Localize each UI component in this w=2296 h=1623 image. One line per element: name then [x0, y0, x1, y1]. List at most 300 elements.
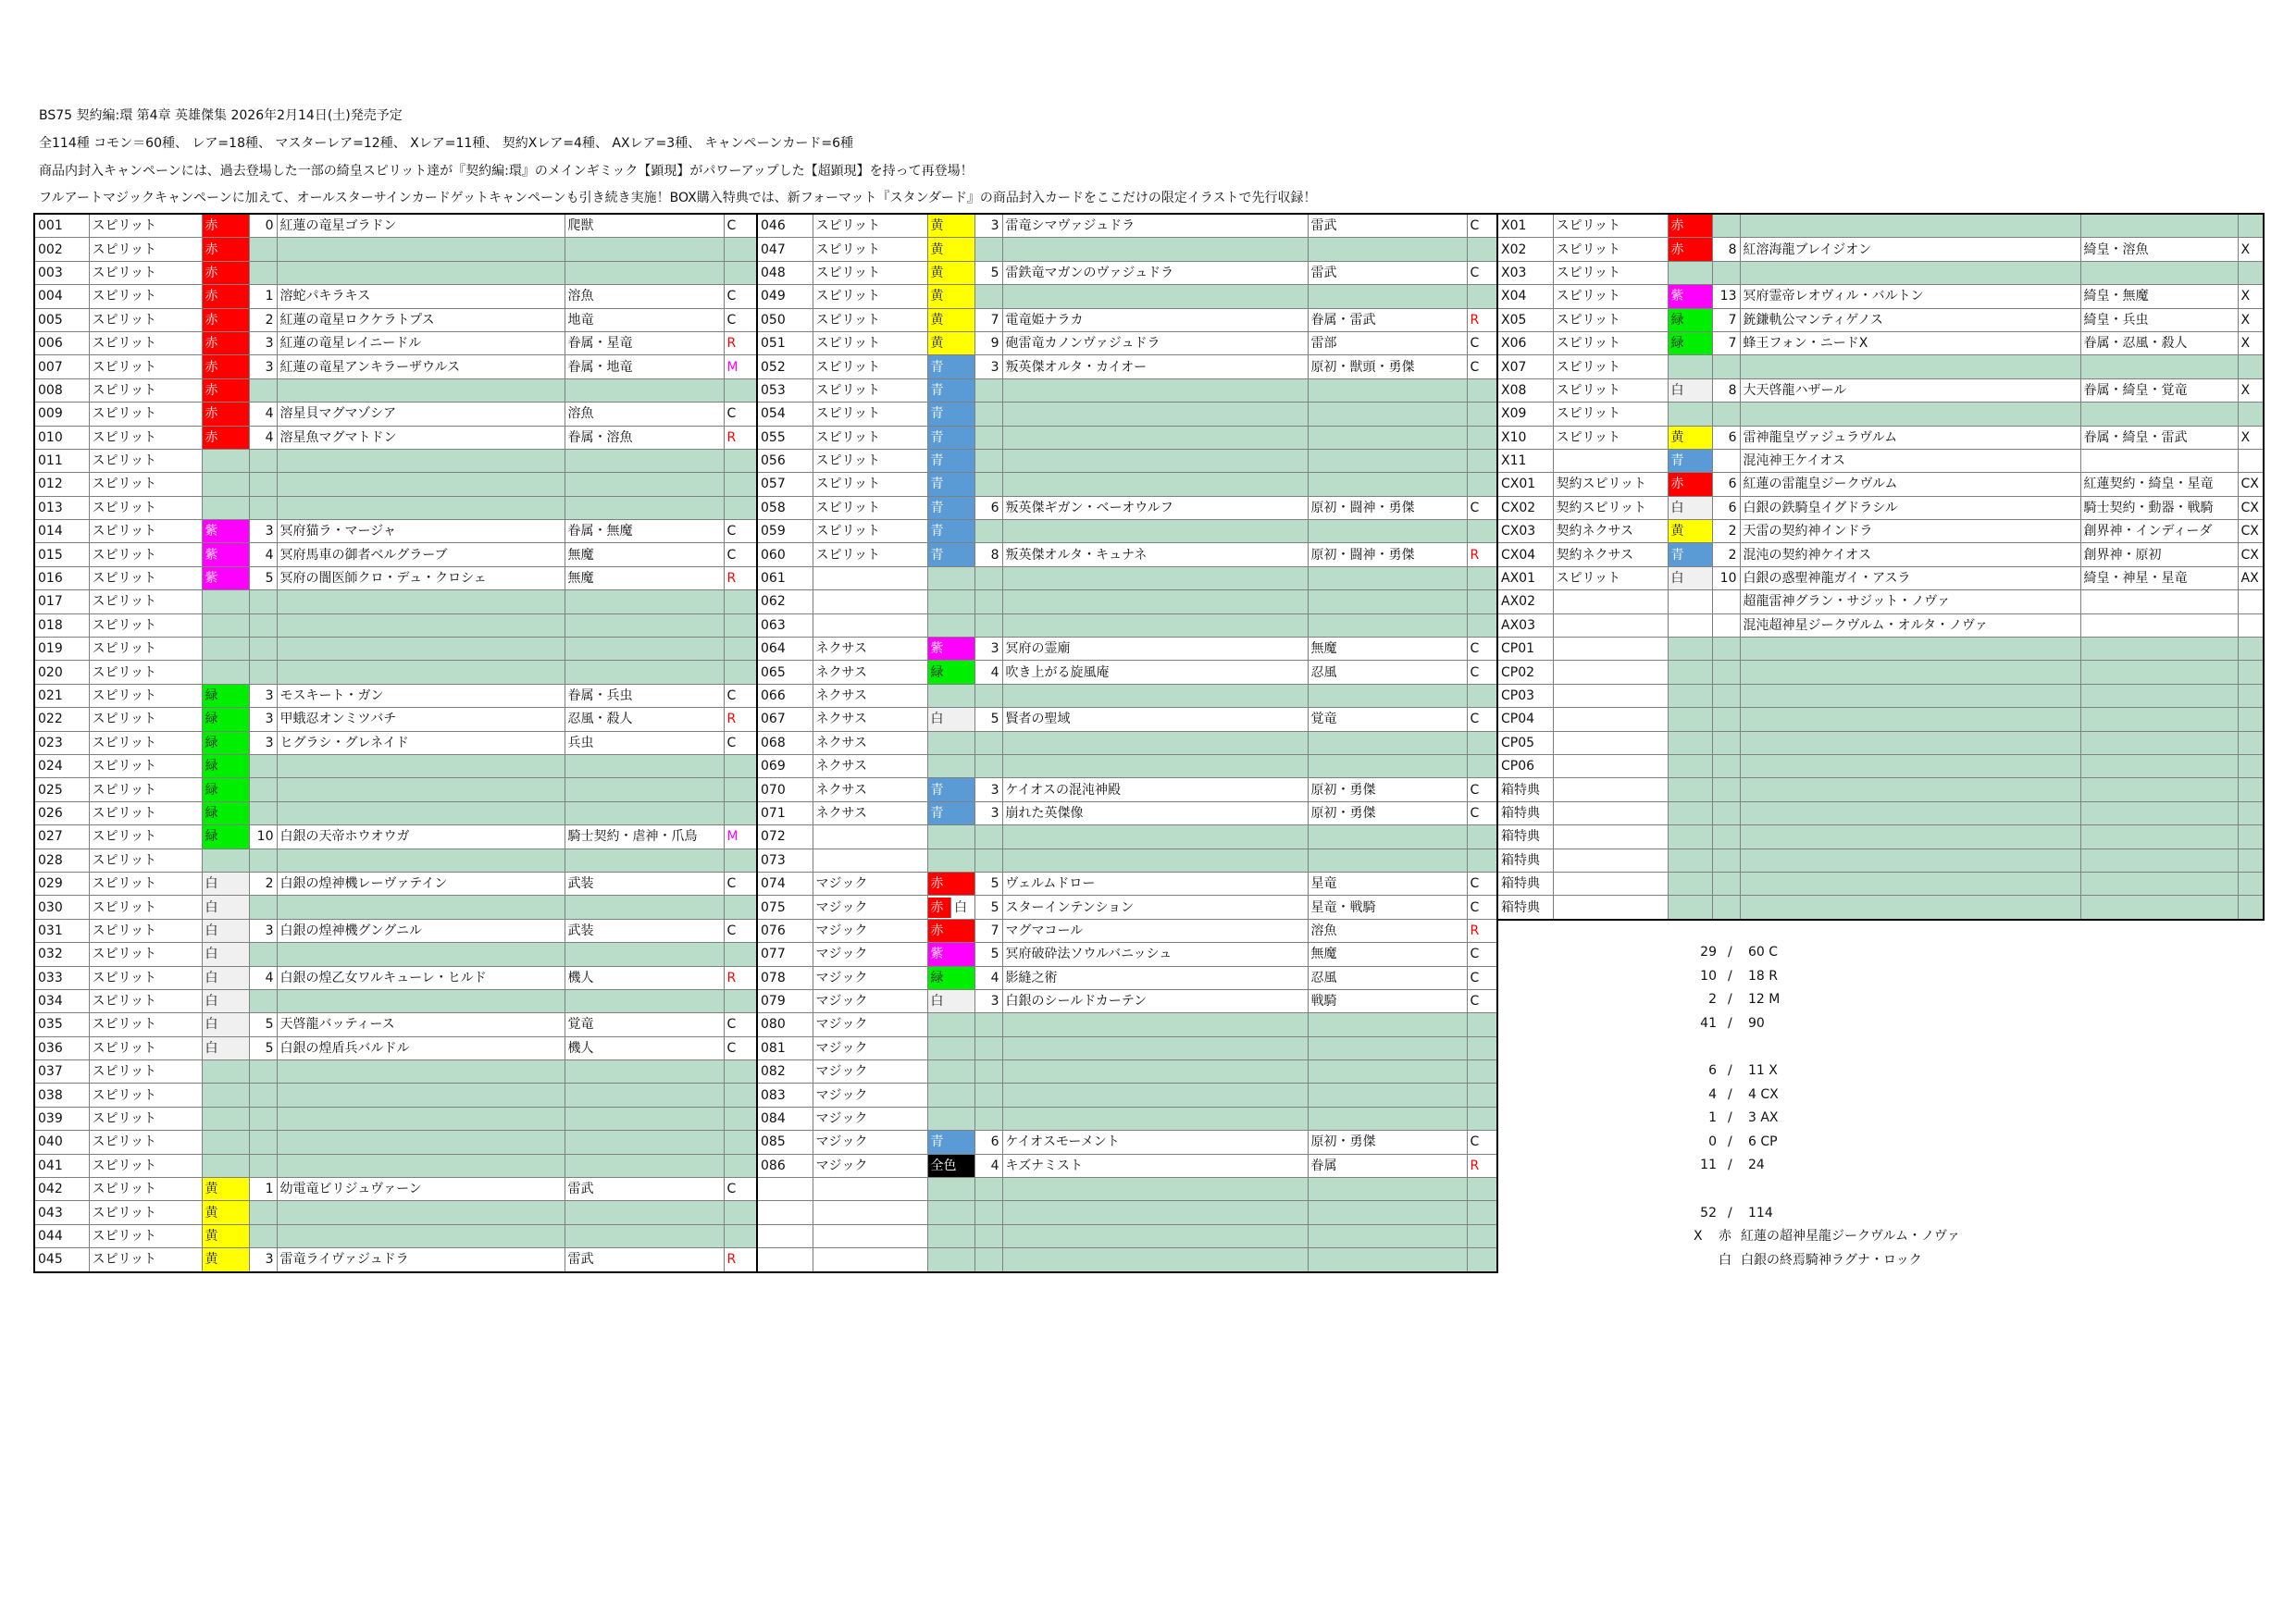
- card-type: スピリット: [89, 1224, 202, 1247]
- card-name: [1002, 590, 1308, 613]
- card-rarity: [724, 449, 757, 472]
- card-family: 雷武: [565, 1178, 724, 1201]
- card-color: 紫: [1668, 285, 1712, 308]
- card-rarity: C: [1467, 214, 1497, 238]
- card-list-table-1: [33, 213, 758, 1273]
- card-name: 混沌の契約神ケイオス: [1740, 543, 2080, 566]
- card-type: スピリット: [813, 355, 927, 378]
- card-number: 077: [757, 943, 813, 966]
- table-row: [34, 849, 757, 872]
- table-row: [1497, 403, 2264, 426]
- card-rarity: [2238, 801, 2264, 824]
- card-cost: 6: [1712, 473, 1740, 496]
- card-cost: [974, 849, 1002, 872]
- card-number: 066: [757, 684, 813, 707]
- card-family: 忍風・殺人: [565, 708, 724, 731]
- card-cost: [249, 261, 277, 284]
- card-name: [1740, 896, 2080, 920]
- card-family: [1308, 1248, 1467, 1272]
- card-color: [202, 1060, 249, 1084]
- card-rarity: [1467, 754, 1497, 777]
- card-color: 緑: [202, 825, 249, 849]
- card-family: [1308, 1201, 1467, 1224]
- card-cost: [1712, 214, 1740, 238]
- card-rarity: C: [724, 872, 757, 895]
- card-rarity: [724, 778, 757, 801]
- card-type: スピリット: [1553, 403, 1668, 426]
- card-family: 星竜: [1308, 872, 1467, 895]
- card-number: 035: [34, 1013, 89, 1036]
- card-cost: [1712, 613, 1740, 637]
- card-number: 070: [757, 778, 813, 801]
- card-cost: 7: [974, 919, 1002, 942]
- card-cost: [974, 731, 1002, 754]
- table-row: [34, 1084, 757, 1107]
- card-color: 白: [202, 1036, 249, 1059]
- card-cost: 4: [974, 1154, 1002, 1177]
- summary-total: 12 M: [1748, 992, 1781, 1008]
- card-color: 白: [202, 989, 249, 1012]
- table-row: [757, 1107, 1497, 1130]
- card-type: スピリット: [89, 355, 202, 378]
- card-name: 溶蛇パキラキス: [277, 285, 565, 308]
- card-name: [1002, 1224, 1308, 1247]
- card-cost: 4: [249, 966, 277, 989]
- card-name: [277, 238, 565, 261]
- card-type: スピリット: [813, 261, 927, 284]
- card-rarity: [1467, 520, 1497, 543]
- card-number: 014: [34, 520, 89, 543]
- table-row: [757, 849, 1497, 872]
- card-family: 溶魚: [565, 403, 724, 426]
- card-family: [565, 943, 724, 966]
- card-type: スピリット: [1553, 566, 1668, 589]
- card-name: [277, 801, 565, 824]
- table-row: [757, 331, 1497, 354]
- card-type: スピリット: [89, 403, 202, 426]
- card-number: 072: [757, 825, 813, 849]
- card-color: 青: [927, 355, 974, 378]
- table-row: [757, 731, 1497, 754]
- card-rarity: [724, 496, 757, 519]
- card-rarity: [2238, 355, 2264, 378]
- card-number: 043: [34, 1201, 89, 1224]
- card-rarity: [2238, 684, 2264, 707]
- card-color: [1668, 638, 1712, 661]
- card-rarity: [724, 1131, 757, 1154]
- card-family: [2080, 778, 2238, 801]
- card-name: 幼電竜ビリジュヴァーン: [277, 1178, 565, 1201]
- card-rarity: [1467, 1248, 1497, 1272]
- card-rarity: R: [1467, 308, 1497, 331]
- card-cost: 7: [1712, 308, 1740, 331]
- card-family: [1308, 1013, 1467, 1036]
- card-name: [277, 496, 565, 519]
- card-family: 創界神・原初: [2080, 543, 2238, 566]
- card-type: スピリット: [89, 684, 202, 707]
- card-number: 050: [757, 308, 813, 331]
- card-cost: [249, 1201, 277, 1224]
- card-type: [1553, 825, 1668, 849]
- card-type: スピリット: [1553, 331, 1668, 354]
- card-rarity: C: [724, 731, 757, 754]
- card-number: 058: [757, 496, 813, 519]
- table-row: [1497, 520, 2264, 543]
- card-family: [2080, 684, 2238, 707]
- card-name: [1740, 872, 2080, 895]
- table-row: [34, 1060, 757, 1084]
- card-rarity: R: [724, 566, 757, 589]
- card-cost: [249, 1084, 277, 1107]
- table-row: [34, 778, 757, 801]
- card-name: ケイオスの混沌神殿: [1002, 778, 1308, 801]
- card-name: キズナミスト: [1002, 1154, 1308, 1177]
- card-cost: [1712, 896, 1740, 920]
- card-cost: [1712, 708, 1740, 731]
- card-type: スピリット: [89, 1013, 202, 1036]
- card-cost: 3: [249, 731, 277, 754]
- table-row: [757, 638, 1497, 661]
- card-type: マジック: [813, 1036, 927, 1059]
- card-color: 赤: [202, 261, 249, 284]
- card-type: スピリット: [89, 708, 202, 731]
- card-cost: 3: [249, 708, 277, 731]
- card-name: [1740, 731, 2080, 754]
- card-rarity: [724, 1154, 757, 1177]
- card-family: [565, 613, 724, 637]
- table-row: [757, 825, 1497, 849]
- card-number: 019: [34, 638, 89, 661]
- card-cost: 8: [1712, 238, 1740, 261]
- card-name: [1002, 285, 1308, 308]
- card-number: 040: [34, 1131, 89, 1154]
- card-color: 黄: [927, 238, 974, 261]
- extra-name: 紅蓮の超神星龍ジークヴルム・ノヴァ: [1741, 1229, 1960, 1245]
- card-type: [1553, 754, 1668, 777]
- card-type: スピリット: [1553, 426, 1668, 449]
- card-number: 084: [757, 1107, 813, 1130]
- card-rarity: [724, 849, 757, 872]
- card-family: [1308, 1107, 1467, 1130]
- card-rarity: [1467, 426, 1497, 449]
- card-number: 028: [34, 849, 89, 872]
- card-type: スピリット: [1553, 285, 1668, 308]
- card-rarity: [2238, 872, 2264, 895]
- table-row: [34, 520, 757, 543]
- card-type: スピリット: [89, 754, 202, 777]
- table-row: [757, 1060, 1497, 1084]
- card-name: 電竜姫ナラカ: [1002, 308, 1308, 331]
- card-rarity: C: [1467, 1131, 1497, 1154]
- card-name: [277, 661, 565, 684]
- card-color: 赤: [1668, 238, 1712, 261]
- card-cost: 5: [974, 872, 1002, 895]
- extra-mark: X: [1694, 1229, 1703, 1245]
- card-color: [927, 825, 974, 849]
- card-cost: [249, 238, 277, 261]
- card-type: スピリット: [89, 261, 202, 284]
- card-color: 青: [927, 496, 974, 519]
- table-row: [34, 754, 757, 777]
- card-cost: [249, 449, 277, 472]
- card-rarity: [2238, 661, 2264, 684]
- card-type: ネクサス: [813, 754, 927, 777]
- card-color: [1668, 778, 1712, 801]
- card-type: スピリット: [89, 1178, 202, 1201]
- table-row: [1497, 896, 2264, 920]
- card-cost: 4: [974, 966, 1002, 989]
- card-color: [202, 473, 249, 496]
- card-number: X01: [1497, 214, 1553, 238]
- card-number: CP03: [1497, 684, 1553, 707]
- card-rarity: [1467, 684, 1497, 707]
- card-family: [565, 1201, 724, 1224]
- card-rarity: [2238, 896, 2264, 920]
- card-cost: 4: [249, 403, 277, 426]
- card-name: 冥府馬車の御者ベルグラーブ: [277, 543, 565, 566]
- card-color: 青: [927, 801, 974, 824]
- card-rarity: C: [724, 403, 757, 426]
- card-rarity: C: [1467, 661, 1497, 684]
- card-color: 黄: [1668, 426, 1712, 449]
- table-row: [34, 590, 757, 613]
- table-row: [34, 238, 757, 261]
- card-family: 機人: [565, 1036, 724, 1059]
- card-color: [1668, 708, 1712, 731]
- card-name: [277, 778, 565, 801]
- card-number: 046: [757, 214, 813, 238]
- card-number: 箱特典: [1497, 896, 1553, 920]
- card-rarity: [724, 590, 757, 613]
- card-number: 039: [34, 1107, 89, 1130]
- card-cost: [974, 1060, 1002, 1084]
- card-family: [565, 1131, 724, 1154]
- card-rarity: [2238, 261, 2264, 284]
- card-number: CP02: [1497, 661, 1553, 684]
- card-number: 073: [757, 849, 813, 872]
- card-rarity: C: [724, 285, 757, 308]
- card-cost: 4: [974, 661, 1002, 684]
- card-name: 白銀の天帝ホウオウガ: [277, 825, 565, 849]
- summary-slash: /: [1728, 1063, 1732, 1078]
- card-cost: [1712, 731, 1740, 754]
- card-family: 忍風: [1308, 966, 1467, 989]
- card-number: [757, 1178, 813, 1201]
- card-number: 068: [757, 731, 813, 754]
- card-color: [202, 849, 249, 872]
- card-name: 冥府霊帝レオヴィル・バルトン: [1740, 285, 2080, 308]
- card-cost: [1712, 825, 1740, 849]
- card-type: スピリット: [813, 378, 927, 402]
- card-family: 原初・闘神・勇傑: [1308, 543, 1467, 566]
- card-type: 契約スピリット: [1553, 496, 1668, 519]
- card-cost: 8: [1712, 378, 1740, 402]
- card-cost: 3: [974, 801, 1002, 824]
- card-number: 箱特典: [1497, 825, 1553, 849]
- table-row: [1497, 426, 2264, 449]
- card-cost: [249, 1060, 277, 1084]
- card-name: [277, 449, 565, 472]
- card-type: ネクサス: [813, 778, 927, 801]
- summary-count: 29: [1700, 945, 1717, 960]
- card-color: 白: [927, 708, 974, 731]
- table-row: [34, 613, 757, 637]
- card-name: ヴェルムドロー: [1002, 872, 1308, 895]
- card-name: [277, 1154, 565, 1177]
- card-name: [1002, 473, 1308, 496]
- table-row: [34, 1154, 757, 1177]
- card-color: 青: [927, 449, 974, 472]
- card-name: [1002, 613, 1308, 637]
- card-cost: 3: [974, 214, 1002, 238]
- card-name: 紅蓮の竜星ロクケラトプス: [277, 308, 565, 331]
- card-name: [277, 261, 565, 284]
- card-type: スピリット: [89, 1060, 202, 1084]
- card-type: マジック: [813, 919, 927, 942]
- card-number: 001: [34, 214, 89, 238]
- card-number: 024: [34, 754, 89, 777]
- card-family: [1308, 426, 1467, 449]
- card-type: スピリット: [89, 1036, 202, 1059]
- card-family: 溶魚: [565, 285, 724, 308]
- card-number: 060: [757, 543, 813, 566]
- card-type: スピリット: [89, 638, 202, 661]
- card-type: スピリット: [1553, 214, 1668, 238]
- card-color: 緑: [202, 684, 249, 707]
- table-row: [757, 754, 1497, 777]
- card-type: [813, 825, 927, 849]
- card-rarity: [1467, 285, 1497, 308]
- card-color: [202, 1154, 249, 1177]
- card-cost: 5: [974, 943, 1002, 966]
- card-number: CP04: [1497, 708, 1553, 731]
- card-number: AX01: [1497, 566, 1553, 589]
- card-number: 053: [757, 378, 813, 402]
- card-rarity: C: [1467, 801, 1497, 824]
- card-name: 砲雷竜カノンヴァジュドラ: [1002, 331, 1308, 354]
- card-name: [1740, 778, 2080, 801]
- card-cost: [974, 449, 1002, 472]
- table-row: [757, 449, 1497, 472]
- summary-total: 11 X: [1748, 1063, 1778, 1078]
- card-color: 赤: [202, 238, 249, 261]
- card-type: スピリット: [89, 661, 202, 684]
- card-cost: 4: [249, 543, 277, 566]
- card-name: 冥府破砕法ソウルバニッシュ: [1002, 943, 1308, 966]
- table-row: [34, 543, 757, 566]
- card-family: [565, 1107, 724, 1130]
- card-cost: [974, 403, 1002, 426]
- card-cost: [1712, 849, 1740, 872]
- card-name: 白銀のシールドカーテン: [1002, 989, 1308, 1012]
- card-name: 叛英傑オルタ・カイオー: [1002, 355, 1308, 378]
- card-name: 白銀の煌盾兵バルドル: [277, 1036, 565, 1059]
- card-rarity: [1467, 613, 1497, 637]
- card-color: [1668, 590, 1712, 613]
- card-rarity: [2238, 590, 2264, 613]
- card-number: CP05: [1497, 731, 1553, 754]
- card-family: [565, 801, 724, 824]
- card-name: 雷竜ライヴァジュドラ: [277, 1248, 565, 1272]
- card-color: 赤: [1668, 214, 1712, 238]
- card-color: [1668, 261, 1712, 284]
- card-name: [277, 1201, 565, 1224]
- card-color: 紫: [202, 543, 249, 566]
- card-color: 緑: [927, 966, 974, 989]
- card-cost: [249, 801, 277, 824]
- card-type: スピリット: [89, 449, 202, 472]
- card-family: [1308, 825, 1467, 849]
- card-number: 086: [757, 1154, 813, 1177]
- card-number: 027: [34, 825, 89, 849]
- card-color: 紫: [202, 566, 249, 589]
- card-color: 青: [1668, 449, 1712, 472]
- card-family: [565, 1224, 724, 1247]
- summary-total: 4 CX: [1748, 1086, 1779, 1102]
- table-row: [757, 872, 1497, 895]
- card-cost: [974, 1107, 1002, 1130]
- card-number: AX03: [1497, 613, 1553, 637]
- card-type: [813, 566, 927, 589]
- table-row: [1497, 872, 2264, 895]
- card-rarity: C: [1467, 638, 1497, 661]
- card-family: [1308, 1060, 1467, 1084]
- card-rarity: C: [724, 1013, 757, 1036]
- card-color: [202, 638, 249, 661]
- summary-slash: /: [1728, 1134, 1732, 1149]
- card-number: 044: [34, 1224, 89, 1247]
- card-name: [1002, 449, 1308, 472]
- card-type: スピリット: [89, 543, 202, 566]
- card-cost: 3: [249, 331, 277, 354]
- card-family: [2080, 708, 2238, 731]
- card-family: [565, 1060, 724, 1084]
- card-color: [202, 449, 249, 472]
- card-list-table-3: [1496, 213, 2265, 921]
- card-color: [1668, 684, 1712, 707]
- card-type: スピリット: [89, 801, 202, 824]
- card-rarity: C: [1467, 778, 1497, 801]
- card-rarity: [724, 1060, 757, 1084]
- card-name: [277, 473, 565, 496]
- card-family: 綺皇・神星・星竜: [2080, 566, 2238, 589]
- card-name: [277, 613, 565, 637]
- card-type: ネクサス: [813, 684, 927, 707]
- card-cost: [974, 1224, 1002, 1247]
- card-cost: 6: [1712, 426, 1740, 449]
- card-number: CX01: [1497, 473, 1553, 496]
- card-color: [202, 1131, 249, 1154]
- card-number: 067: [757, 708, 813, 731]
- card-type: スピリット: [89, 989, 202, 1012]
- card-family: [1308, 473, 1467, 496]
- card-cost: [1712, 590, 1740, 613]
- card-type: スピリット: [813, 403, 927, 426]
- card-name: [1002, 1107, 1308, 1130]
- card-family: [565, 754, 724, 777]
- table-row: [34, 1201, 757, 1224]
- summary-slash: /: [1728, 1086, 1732, 1102]
- card-color: 紫: [202, 520, 249, 543]
- card-name: [1002, 378, 1308, 402]
- card-rarity: CX: [2238, 543, 2264, 566]
- card-type: マジック: [813, 1154, 927, 1177]
- card-number: 026: [34, 801, 89, 824]
- card-number: X08: [1497, 378, 1553, 402]
- card-cost: [974, 426, 1002, 449]
- card-color: 赤: [202, 403, 249, 426]
- card-type: スピリット: [89, 1201, 202, 1224]
